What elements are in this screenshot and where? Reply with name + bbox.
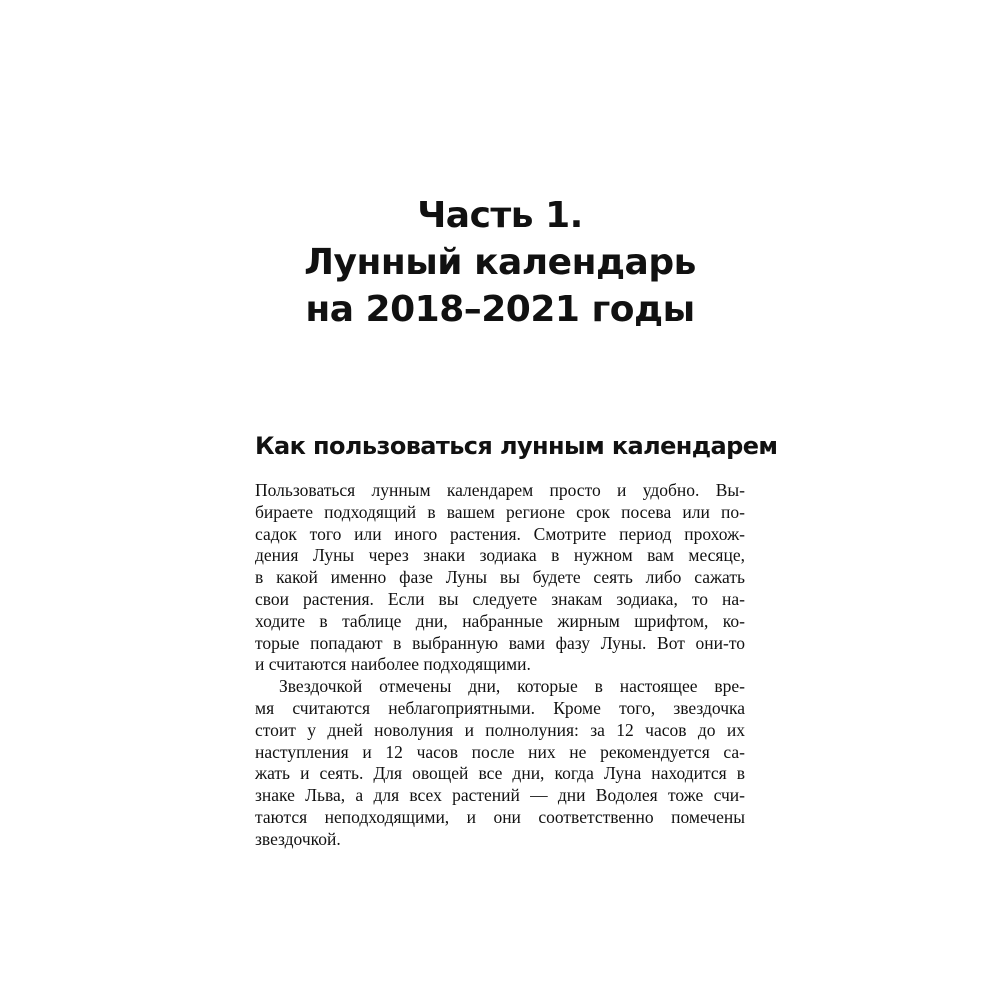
text-line: дения Луны через знаки зодиака в нужном вам месяце, <box>255 545 745 566</box>
text-line: таются неподходящими, и они соответственно помечены <box>255 806 745 827</box>
part-title-line: Лунный календарь <box>304 242 696 283</box>
text-line: бираете подходящий в вашем регионе срок посева или по- <box>255 501 745 522</box>
text-line: садок того или иного растения. Смотрите период прохож- <box>255 523 745 544</box>
text-line: знаке Льва, а для всех растений — дни Водолея тоже счи- <box>255 785 745 806</box>
text-line: наступления и 12 часов после них не рекомендуется са- <box>255 741 745 762</box>
text-line: свои растения. Если вы следуете знакам зодиака, то на- <box>255 588 745 609</box>
text-line: звездочкой. <box>255 828 341 849</box>
part-title-line: на 2018–2021 годы <box>305 289 695 330</box>
paragraph <box>255 676 745 850</box>
paragraph <box>255 480 745 676</box>
body-text <box>255 480 745 851</box>
text-line: и считаются наиболее подходящими. <box>255 654 531 675</box>
section-heading: Как пользоваться лунным календарем <box>255 432 778 460</box>
text-line: жать и сеять. Для овощей все дни, когда Луна находится в <box>255 763 745 784</box>
text-line: ходите в таблице дни, набранные жирным шрифтом, ко- <box>255 610 745 631</box>
text-line: Пользоваться лунным календарем просто и удобно. Вы- <box>255 480 745 500</box>
text-line: торые попадают в выбранную вами фазу Луны. Вот они-то <box>255 632 745 653</box>
part-title-line: Часть 1. <box>417 195 583 236</box>
part-title <box>250 192 750 333</box>
text-line: стоит у дней новолуния и полнолуния: за 12 часов до их <box>255 719 745 740</box>
text-line: Звездочкой отмечены дни, которые в настоящее вре- <box>279 676 745 697</box>
text-line: в какой именно фазе Луны вы будете сеять либо сажать <box>255 567 745 588</box>
text-line: мя считаются неблагоприятными. Кроме того, звездочка <box>255 697 745 718</box>
